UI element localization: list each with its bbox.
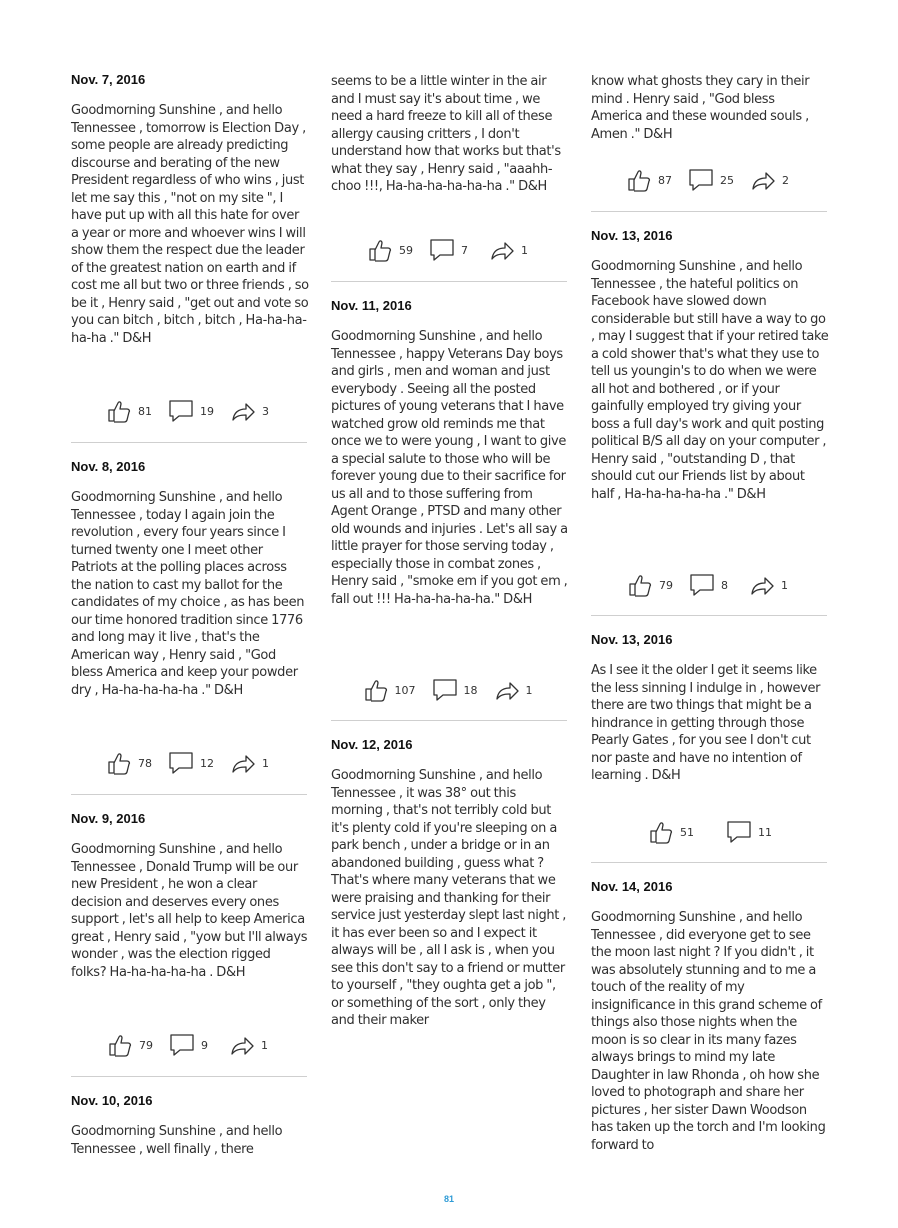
share-icon: [229, 1032, 255, 1058]
thumbs-up-icon: [363, 677, 389, 703]
like-stat[interactable]: [626, 167, 672, 193]
comment-icon: [689, 572, 715, 598]
post-date: Nov. 11, 2016: [331, 298, 412, 313]
share-stat[interactable]: [750, 167, 794, 193]
post-date: Nov. 7, 2016: [71, 72, 146, 87]
comment-stat[interactable]: [726, 819, 772, 845]
share-icon: [230, 398, 256, 424]
share-stat[interactable]: [229, 1032, 273, 1058]
post-text: Goodmorning Sunshine , and hello Tennessee , it was 38° out this morning , that's not terribly cold but it's plenty cold if you're sleeping on a park bench , under a bridge or in an abandoned building , guess what ? That's where many veterans that we were praising and thanking for their service just yesterday slept last night , it has ever been so and I expect it always will be , all I ask is , when you see this don't say to a friend or mutter to yourself , "they oughta get a job ", or something of the sort , only they and their maker: [331, 768, 567, 1028]
divider: [71, 1076, 307, 1077]
divider: [331, 281, 567, 282]
comment-count: 18: [463, 683, 478, 697]
like-count: 107: [394, 683, 416, 697]
comment-stat[interactable]: [168, 750, 214, 776]
post-nov-7: [71, 72, 309, 347]
comment-stat[interactable]: [429, 237, 473, 263]
share-stat[interactable]: [749, 572, 793, 598]
like-stat[interactable]: [106, 398, 152, 424]
share-stat[interactable]: [489, 237, 533, 263]
like-stat[interactable]: [648, 819, 694, 845]
post-stats: [591, 818, 829, 846]
comment-icon: [726, 819, 752, 845]
divider: [71, 794, 307, 795]
post-date: Nov. 8, 2016: [71, 459, 146, 474]
post-stats: [71, 1031, 309, 1059]
post-nov-14: [591, 879, 829, 1154]
like-count: 81: [138, 404, 152, 418]
comment-count: 9: [201, 1038, 208, 1052]
comment-icon: [168, 750, 194, 776]
comment-icon: [432, 677, 458, 703]
thumbs-up-icon: [626, 167, 652, 193]
post-nov-8: [71, 459, 309, 699]
post-text: Goodmorning Sunshine , and hello Tennessee , today I again join the revolution , every four years since I turned twenty one I meet other Patriots at the polling places across the nation to cast my ballot for the candidates of my choice , as has been our time honored tradition since 1776 and long may it live , that's the American way , Henry said , "God bless America and keep your powder dry , Ha-ha-ha-ha-ha ." D&H: [71, 490, 305, 698]
post-date: Nov. 13, 2016: [591, 632, 673, 647]
comment-stat[interactable]: [688, 167, 734, 193]
thumbs-up-icon: [107, 1032, 133, 1058]
post-nov-12-continued: [591, 73, 829, 143]
post-nov-9: [71, 811, 309, 981]
post-nov-10: [71, 1093, 309, 1158]
post-text: As I see it the older I get it seems like the less sinning I indulge in , however there are two things that might be a hindrance in getting through those Pearly Gates , for you see I don't cut nor paste and have no intention of learning . D&H: [591, 663, 821, 783]
post-text: seems to be a little winter in the air and I must say it's about time , we need a hard freeze to kill all of these allergy causing critters , I don't understand how that works but that's what they say , Henry said , "aaahh-choo !!!, Ha-ha-ha-ha-ha-ha ." D&H: [331, 74, 561, 194]
post-text: know what ghosts they cary in their mind . Henry said , "God bless America and these wounded souls , Amen ." D&H: [591, 74, 810, 142]
comment-count: 25: [720, 173, 734, 187]
comment-icon: [429, 237, 455, 263]
like-count: 87: [658, 173, 672, 187]
thumbs-up-icon: [106, 750, 132, 776]
thumbs-up-icon: [627, 572, 653, 598]
like-count: 78: [138, 756, 152, 770]
post-stats: [591, 166, 829, 194]
share-stat[interactable]: [494, 677, 538, 703]
post-nov-13-a: [591, 228, 829, 503]
divider: [331, 720, 567, 721]
share-icon: [230, 750, 256, 776]
share-count: 1: [781, 578, 788, 592]
post-nov-11: [331, 298, 569, 608]
like-count: 79: [659, 578, 673, 592]
divider: [71, 442, 307, 443]
comment-count: 8: [721, 578, 728, 592]
post-date: Nov. 14, 2016: [591, 879, 673, 894]
share-count: 1: [521, 243, 528, 257]
post-text: Goodmorning Sunshine , and hello Tennessee , the hateful politics on Facebook have slowed down considerable but still have a way to go , may I suggest that if your retired take a cold shower that's what they use to tell us youngin's to do when we were all hot and bothered , or if your gainfully employed try giving your boss a full day's work and quit posting political B/S all day on your computer , Henry said , "outstanding D , that should cut our Friends list by about half , Ha-ha-ha-ha-ha ." D&H: [591, 259, 829, 502]
comment-icon: [169, 1032, 195, 1058]
share-icon: [749, 572, 775, 598]
comment-icon: [688, 167, 714, 193]
post-text: Goodmorning Sunshine , and hello Tennessee , tomorrow is Election Day , some people are already predicting discourse and berating of the new President regardless of who wins , just let me say this , "not on my site ", I have put up with all this hate for over a year or more and whoever wins I will show them the respect due the leader of the greatest nation on earth and if cost me all but two or three friends , so be it , Henry said , "get out and vote so you can bitch , bitch , bitch , Ha-ha-ha-ha-ha ." D&H: [71, 103, 309, 346]
post-text: Goodmorning Sunshine , and hello Tennessee , Donald Trump will be our new President , he won a clear decision and deserves every ones support , let's all help to keep America great , Henry said , "yow but I'll always wonder , was the election rigged folks? Ha-ha-ha-ha-ha . D&H: [71, 842, 308, 980]
thumbs-up-icon: [106, 398, 132, 424]
post-stats: [591, 571, 829, 599]
like-stat[interactable]: [107, 1032, 153, 1058]
share-count: 1: [261, 1038, 268, 1052]
page-number: 81: [443, 1194, 454, 1204]
post-nov-10-continued: [331, 73, 569, 196]
like-count: 51: [680, 825, 694, 839]
post-date: Nov. 9, 2016: [71, 811, 146, 826]
post-nov-12: [331, 737, 569, 1030]
post-date: Nov. 12, 2016: [331, 737, 413, 752]
like-stat[interactable]: [363, 677, 416, 703]
comment-stat[interactable]: [432, 677, 478, 703]
comment-count: 7: [461, 243, 468, 257]
comment-count: 19: [200, 404, 214, 418]
like-stat[interactable]: [106, 750, 152, 776]
comment-stat[interactable]: [168, 398, 214, 424]
like-count: 59: [399, 243, 413, 257]
share-icon: [494, 677, 520, 703]
share-count: 1: [262, 756, 269, 770]
share-icon: [750, 167, 776, 193]
post-stats: [71, 749, 309, 777]
divider: [591, 211, 827, 212]
share-stat[interactable]: [230, 750, 274, 776]
share-count: 2: [782, 173, 789, 187]
divider: [591, 862, 827, 863]
share-icon: [489, 237, 515, 263]
share-stat[interactable]: [230, 398, 274, 424]
like-count: 79: [139, 1038, 153, 1052]
comment-icon: [168, 398, 194, 424]
divider: [591, 615, 827, 616]
post-stats: [331, 676, 569, 704]
comment-stat[interactable]: [689, 572, 733, 598]
post-text: Goodmorning Sunshine , and hello Tennessee , did everyone get to see the moon last night ? If you didn't , it was absolutely stunning and to me a touch of the reality of my insignificance in this grand scheme of things also those nights when the moon is so clear in its many fazes always brings to mind my late Daughter in law Rhonda , oh how she loved to photograph and share her pictures , her sister Dawn Woodson has taken up the torch and I'm looking forward to: [591, 910, 826, 1153]
thumbs-up-icon: [648, 819, 674, 845]
share-count: 3: [262, 404, 269, 418]
post-nov-13-b: [591, 632, 829, 785]
post-date: Nov. 13, 2016: [591, 228, 673, 243]
comment-count: 11: [758, 825, 772, 839]
post-text: Goodmorning Sunshine , and hello Tennessee , happy Veterans Day boys and girls , men and woman and just everybody . Seeing all the posted pictures of young veterans that I have watched grow old reminds me that once we to were young , I want to give a special salute to those who will be forever young due to their sacrifice for us all and to those suffering from Agent Orange , PTSD and many other old wounds and injuries . Let's all say a little prayer for those serving today , especially those in combat zones , Henry said , "smoke em if you got em , fall out !!! Ha-ha-ha-ha-ha." D&H: [331, 329, 568, 607]
post-date: Nov. 10, 2016: [71, 1093, 153, 1108]
comment-count: 12: [200, 756, 214, 770]
thumbs-up-icon: [367, 237, 393, 263]
like-stat[interactable]: [367, 237, 413, 263]
post-stats: [331, 236, 569, 264]
comment-stat[interactable]: [169, 1032, 213, 1058]
post-text: Goodmorning Sunshine , and hello Tennessee , well finally , there: [71, 1124, 283, 1157]
post-stats: [71, 397, 309, 425]
like-stat[interactable]: [627, 572, 673, 598]
share-count: 1: [525, 683, 533, 697]
